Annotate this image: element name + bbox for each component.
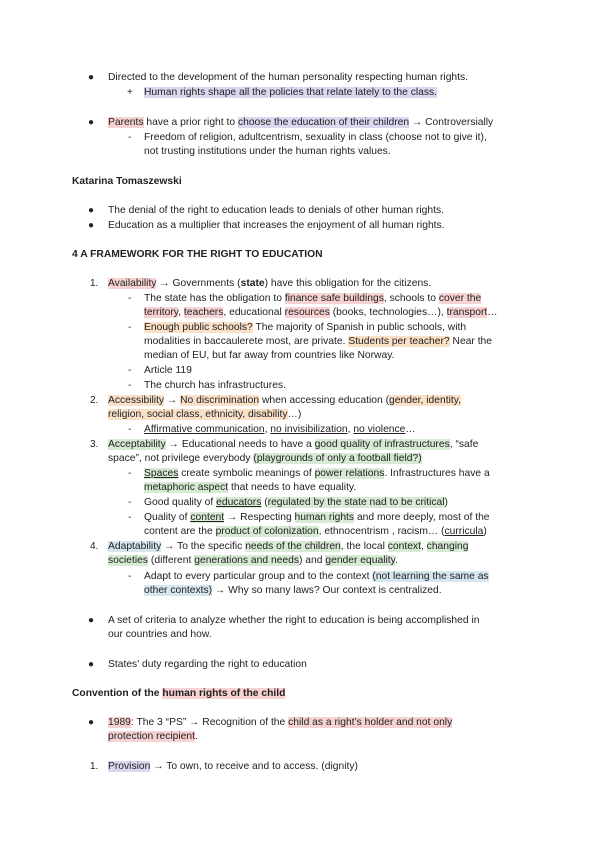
highlight: Accessibility	[108, 395, 165, 406]
text-run: .	[195, 731, 198, 742]
text-run: )	[444, 497, 448, 508]
text-line	[108, 540, 468, 554]
text-line	[144, 292, 481, 306]
section-heading: 4 A FRAMEWORK FOR THE RIGHT TO EDUCATION	[72, 249, 323, 260]
text-run: Convention of the	[72, 688, 163, 699]
bullet-marker: ●	[88, 717, 95, 728]
text-line	[108, 116, 493, 130]
text-run: (different	[148, 555, 195, 566]
highlight: Availability	[108, 278, 157, 289]
text-line: The denial of the right to education leads to denials of other human rights.	[108, 205, 445, 216]
highlight: teachers	[183, 307, 224, 318]
text-run: , schools to	[383, 293, 439, 304]
highlight: power relations	[314, 468, 385, 479]
text-line	[108, 452, 422, 466]
highlight: needs of the children	[245, 541, 341, 552]
dash-marker: -	[128, 468, 132, 479]
highlight: transport	[446, 307, 488, 318]
text-line	[144, 86, 437, 100]
text-run: create symbolic meanings of	[178, 468, 315, 479]
bullet-marker: ●	[88, 72, 95, 83]
text-run: (	[261, 497, 268, 508]
highlight: Spaces	[144, 468, 179, 479]
highlight: product of colonization	[215, 526, 319, 537]
dash-marker: -	[128, 424, 132, 435]
number-marker: 2.	[90, 395, 99, 406]
text-line	[144, 525, 487, 539]
text-line: median of EU, but far away from countries like Norway.	[144, 350, 395, 361]
text-line: our countries and how.	[108, 629, 212, 640]
text-line	[144, 306, 498, 320]
text-run: ,	[264, 424, 271, 435]
highlight: human rights	[294, 512, 355, 523]
dash-marker: -	[128, 497, 132, 508]
underlined-text: Affirmative communication	[144, 424, 265, 435]
text-run: → Why so many laws? Our context is centralized.	[212, 585, 442, 596]
text-line	[144, 467, 490, 481]
text-run: …	[487, 307, 498, 318]
highlight: finance safe buildings	[284, 293, 384, 304]
section-heading: Katarina Tomaszewski	[72, 176, 182, 187]
underlined-text: curricula	[444, 526, 484, 537]
highlight: gender, identity,	[389, 395, 461, 406]
highlight: Acceptability	[108, 439, 166, 450]
highlight: Students per teacher?	[348, 336, 450, 347]
text-run: that needs to have equality.	[228, 482, 357, 493]
text-run: ) and	[299, 555, 326, 566]
highlight: societies	[108, 555, 149, 566]
text-run: → Controversially	[409, 117, 494, 128]
text-line	[144, 481, 356, 495]
highlight: 1989	[108, 717, 131, 728]
text-run: ,	[347, 424, 354, 435]
text-run: Quality of	[144, 512, 191, 523]
dash-marker: -	[128, 322, 132, 333]
highlight: educators	[216, 497, 262, 508]
highlight: choose the education of their children	[237, 117, 410, 128]
highlight: context	[387, 541, 421, 552]
dash-marker: -	[128, 512, 132, 523]
text-run: (books, technologies…),	[329, 307, 447, 318]
highlight: generations and needs	[194, 555, 300, 566]
highlight: protection recipient	[108, 731, 196, 742]
highlight: child as a right’s holder and not only	[288, 717, 453, 728]
text-line	[144, 584, 442, 598]
text-line: States' duty regarding the right to education	[108, 659, 307, 670]
text-run: Near the	[449, 336, 493, 347]
dash-marker: -	[128, 571, 132, 582]
text-run: Adapt to every particular group and to the context	[144, 571, 373, 582]
bullet-marker: ●	[88, 615, 95, 626]
highlight: resources	[284, 307, 330, 318]
number-marker: 3.	[90, 439, 99, 450]
text-line	[108, 394, 461, 408]
text-line: Education as a multiplier that increases the enjoyment of all human rights.	[108, 220, 445, 231]
text-run: : The 3 “PS” → Recognition of the	[130, 717, 289, 728]
text-line	[144, 570, 489, 584]
text-run: , the local	[340, 541, 388, 552]
bullet-marker: ●	[88, 659, 95, 670]
highlight: (playgrounds of only a football field?)	[253, 453, 422, 464]
highlight: good quality of infrastructures	[314, 439, 450, 450]
text-run: → To the specific	[161, 541, 246, 552]
section-heading	[72, 687, 285, 701]
text-line	[108, 760, 358, 774]
text-line: A set of criteria to analyze whether the right to education is being accomplished in	[108, 615, 480, 626]
text-line	[144, 321, 466, 335]
text-line: Directed to the development of the human personality respecting human rights.	[108, 72, 469, 83]
highlight: Adaptability	[108, 541, 162, 552]
bullet-marker: ●	[88, 205, 95, 216]
highlight: religion, social class, ethnicity, disability	[108, 409, 288, 420]
highlight: No discrimination	[180, 395, 260, 406]
underlined-text: no invisibilization	[270, 424, 348, 435]
text-line	[108, 438, 478, 452]
highlight: regulated by the state nad to be critical	[267, 497, 445, 508]
bullet-marker: ●	[88, 117, 95, 128]
text-line	[108, 716, 452, 730]
text-line	[144, 423, 416, 437]
highlight: changing	[426, 541, 469, 552]
highlight: human rights of the child	[162, 688, 286, 699]
text-run: → Respecting	[224, 512, 295, 523]
text-line: Article 119	[144, 365, 192, 376]
highlight: metaphoric aspect	[144, 482, 229, 493]
text-line	[108, 554, 398, 568]
text-line: Freedom of religion, adultcentrism, sexuality in class (choose not to give it),	[144, 132, 487, 143]
highlight: Enough public schools?	[144, 322, 253, 333]
text-run: ,	[178, 307, 184, 318]
dash-marker: -	[128, 380, 132, 391]
text-run: when accessing education (	[259, 395, 390, 406]
highlight: other contexts)	[144, 585, 213, 596]
text-run: …	[405, 424, 416, 435]
text-run: and more deeply, most of the	[354, 512, 490, 523]
highlight: Provision	[108, 761, 151, 772]
dash-marker: -	[128, 132, 132, 143]
text-run: content are the	[144, 526, 216, 537]
text-run: space”, not privilege everybody	[108, 453, 254, 464]
text-line: not trusting institutions under the human rights values.	[144, 146, 391, 157]
number-marker: 4.	[90, 541, 99, 552]
highlight: cover the	[438, 293, 482, 304]
text-run: The majority of Spanish in public schools, with	[252, 322, 467, 333]
text-line	[108, 408, 301, 422]
highlight: gender equality	[325, 555, 396, 566]
text-line	[144, 335, 492, 349]
text-run: have a prior right to	[143, 117, 238, 128]
bullet-marker: ●	[88, 220, 95, 231]
text-run: )	[483, 526, 487, 537]
text-line: The church has infrastructures.	[144, 380, 286, 391]
text-run: .	[395, 555, 398, 566]
text-run: ) have this obligation for the citizens.	[264, 278, 432, 289]
highlight: Parents	[108, 117, 144, 128]
text-run: . Infrastructures have a	[384, 468, 490, 479]
text-line	[144, 496, 448, 510]
number-marker: 1.	[90, 761, 99, 772]
underlined-text: no violence	[353, 424, 406, 435]
text-run: → To own, to receive and to access. (dignity)	[150, 761, 358, 772]
dash-marker: -	[128, 293, 132, 304]
number-marker: 1.	[90, 278, 99, 289]
highlight: Human rights shape all the policies that relate lately to the class.	[144, 87, 438, 98]
text-run: → Educational needs to have a	[165, 439, 315, 450]
text-run: state	[240, 278, 265, 289]
text-run: , ethnocentrism , racism… (	[318, 526, 445, 537]
text-run: →	[164, 395, 181, 406]
text-run: , “safe	[449, 439, 479, 450]
text-line	[108, 277, 431, 291]
highlight: territory	[144, 307, 179, 318]
text-line	[144, 511, 490, 525]
text-run: ,	[420, 541, 427, 552]
dash-marker: -	[128, 365, 132, 376]
text-run: → Governments (	[156, 278, 241, 289]
text-run: modalities in baccaulerete most, are private.	[144, 336, 349, 347]
text-run: Good quality of	[144, 497, 217, 508]
text-run: …)	[287, 409, 302, 420]
text-line	[108, 730, 198, 744]
plus-marker: +	[127, 87, 133, 98]
text-run: , educational	[223, 307, 285, 318]
highlight: (not learning the same as	[372, 571, 489, 582]
text-run: The state has the obligation to	[144, 293, 285, 304]
highlight: content	[190, 512, 225, 523]
